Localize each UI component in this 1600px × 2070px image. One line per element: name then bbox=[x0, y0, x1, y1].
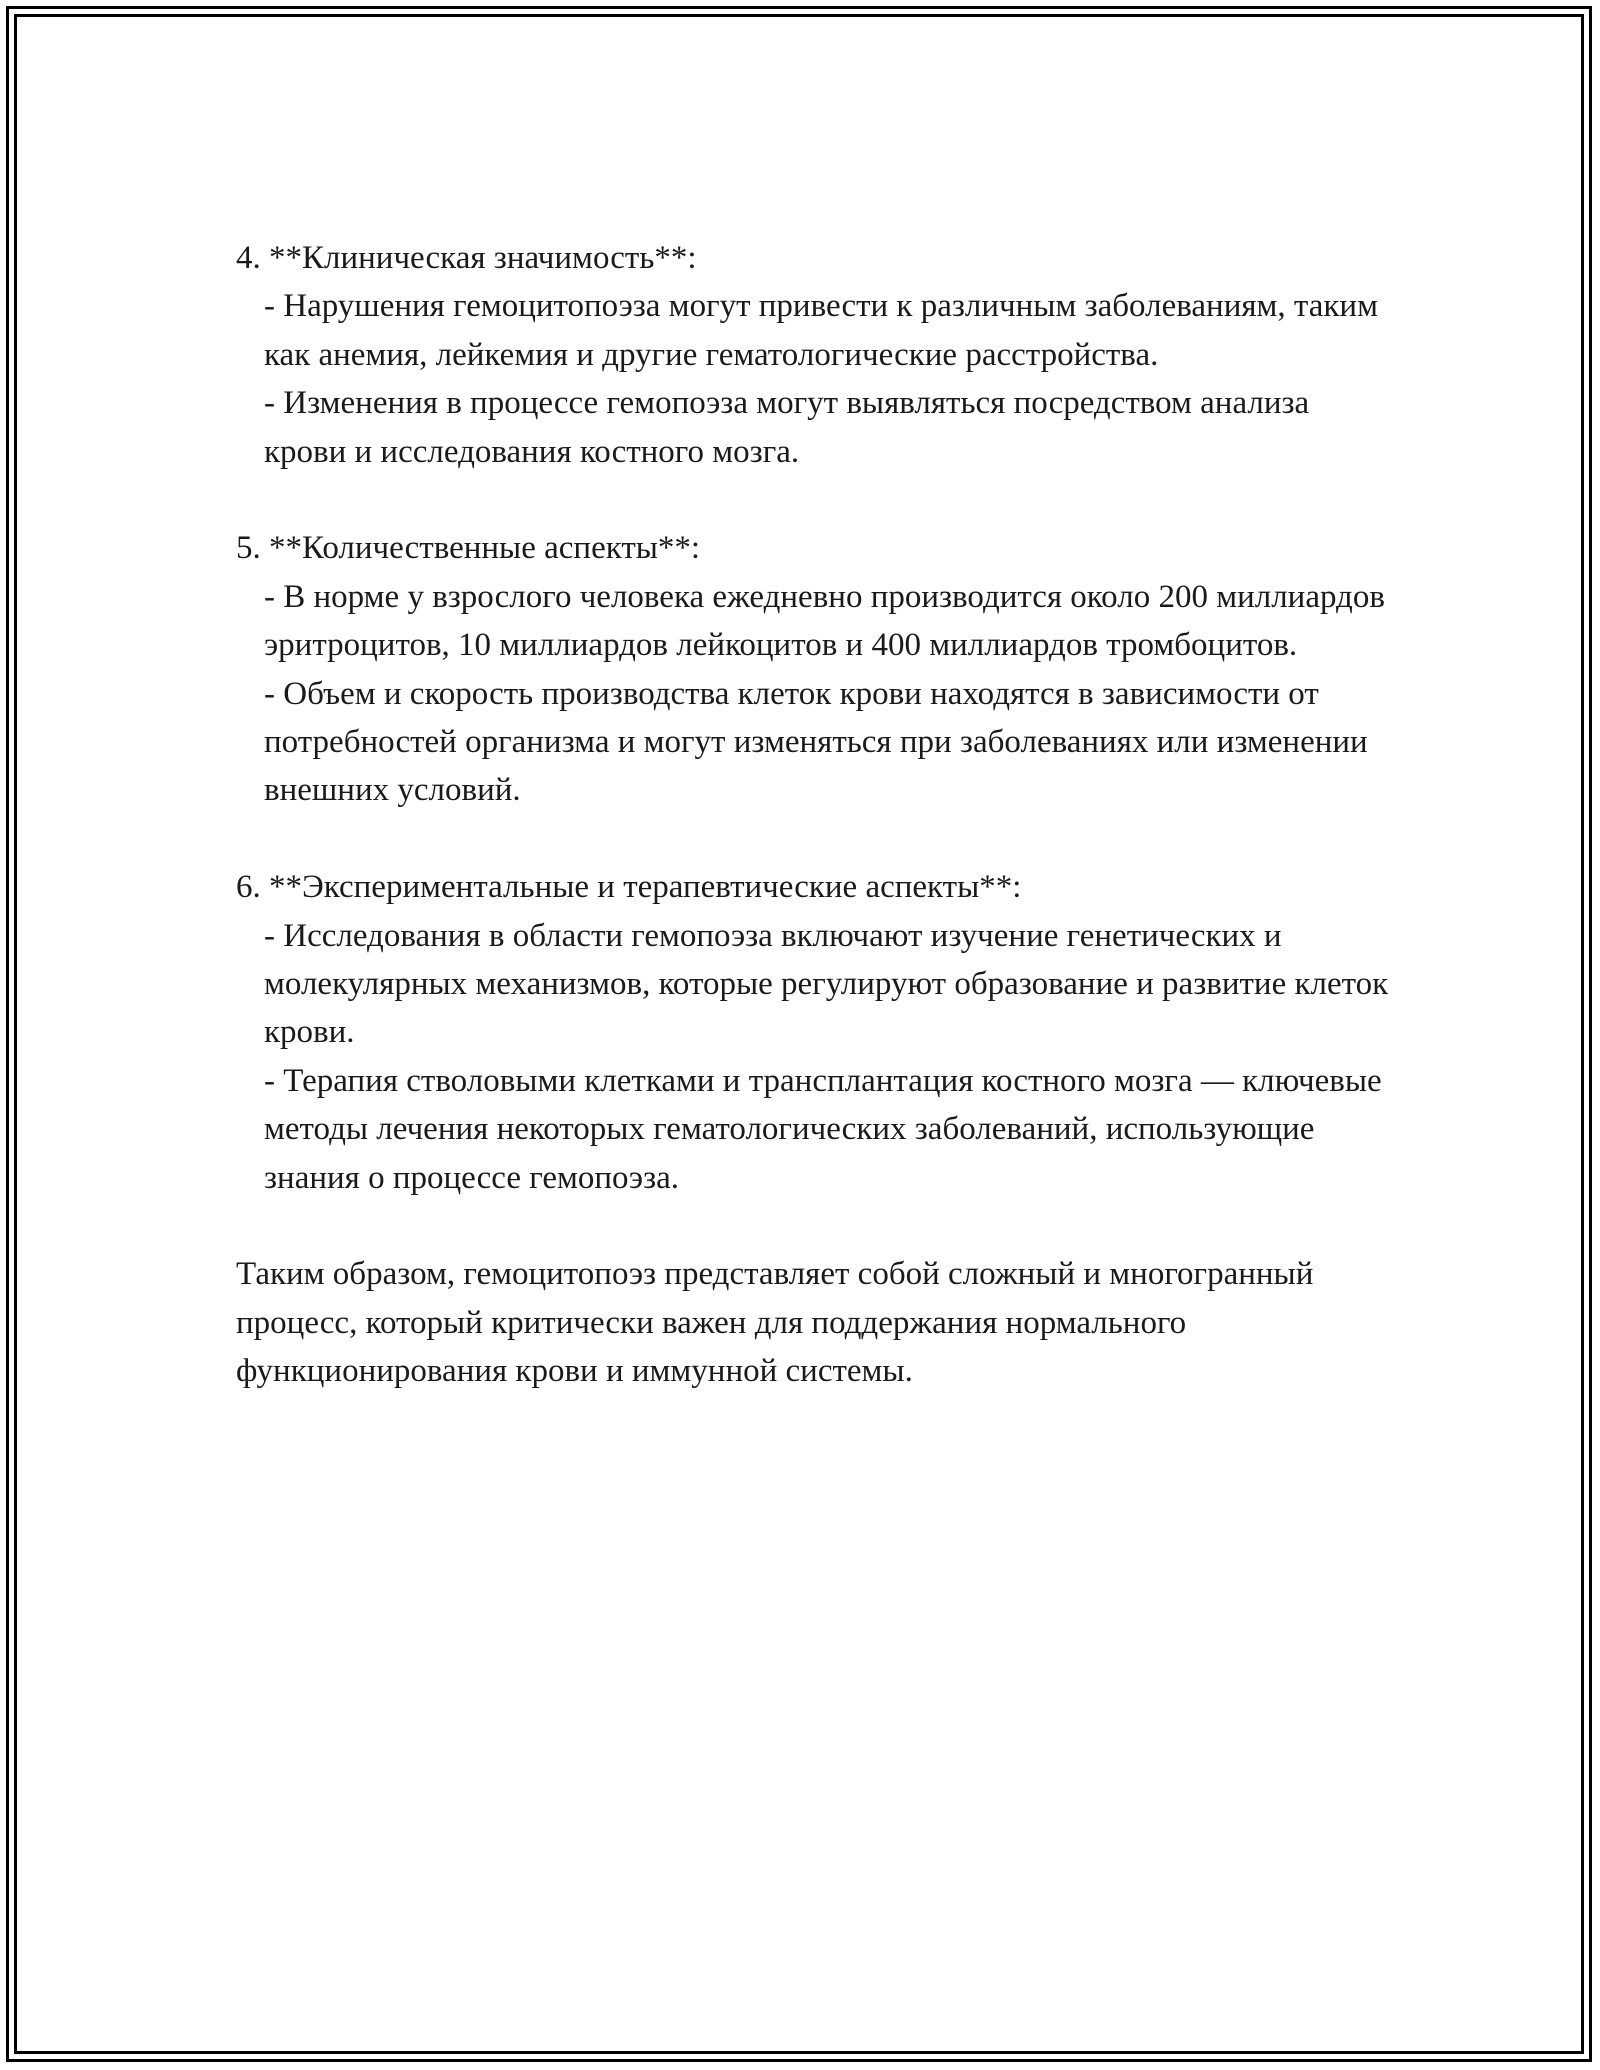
section-experimental-therapeutic-aspects bbox=[236, 863, 1396, 1202]
bullet-item: - Объем и скорость производства клеток крови находятся в зависимости от потребностей организма и могут изменяться при заболеваниях или изменении внешних условий. bbox=[264, 675, 1376, 809]
section-heading: 6. **Экспериментальные и терапевтические аспекты**: bbox=[236, 869, 1022, 906]
paragraph-gap bbox=[236, 815, 1396, 863]
bullet-item: - В норме у взрослого человека ежедневно производится около 200 миллиардов эритроцитов, 10 миллиардов лейкоцитов и 400 миллиардов тромбоцитов. bbox=[264, 578, 1394, 664]
bullet-item: - Терапия стволовыми клетками и трансплантация костного мозга — ключевые методы лечения некоторых гематологических заболеваний, использующие знания о процессе гемопоэза. bbox=[264, 1062, 1390, 1196]
paragraph-gap bbox=[236, 1202, 1396, 1250]
document-body bbox=[236, 234, 1396, 1396]
section-heading: 5. **Количественные аспекты**: bbox=[236, 530, 701, 567]
bullet-item: - Нарушения гемоцитопоэза могут привести к различным заболеваниям, таким как анемия, лейкемия и другие гематологические расстройства. bbox=[264, 288, 1387, 373]
section-clinical-significance bbox=[236, 234, 1396, 476]
paragraph-gap bbox=[236, 476, 1396, 524]
conclusion-paragraph: Таким образом, гемоцитопоэз представляет собой сложный и многогранный процесс, который критически важен для поддержания нормального функционирования крови и иммунной системы. bbox=[236, 1256, 1322, 1390]
bullet-item: - Исследования в области гемопоэза включают изучение генетических и молекулярных механизмов, которые регулируют образование и развитие клеток крови. bbox=[264, 917, 1397, 1051]
section-quantitative-aspects bbox=[236, 524, 1396, 814]
section-heading: 4. **Клиническая значимость**: bbox=[236, 240, 697, 276]
bullet-item: - Изменения в процессе гемопоэза могут выявляться посредством анализа крови и исследования костного мозга. bbox=[264, 385, 1318, 470]
